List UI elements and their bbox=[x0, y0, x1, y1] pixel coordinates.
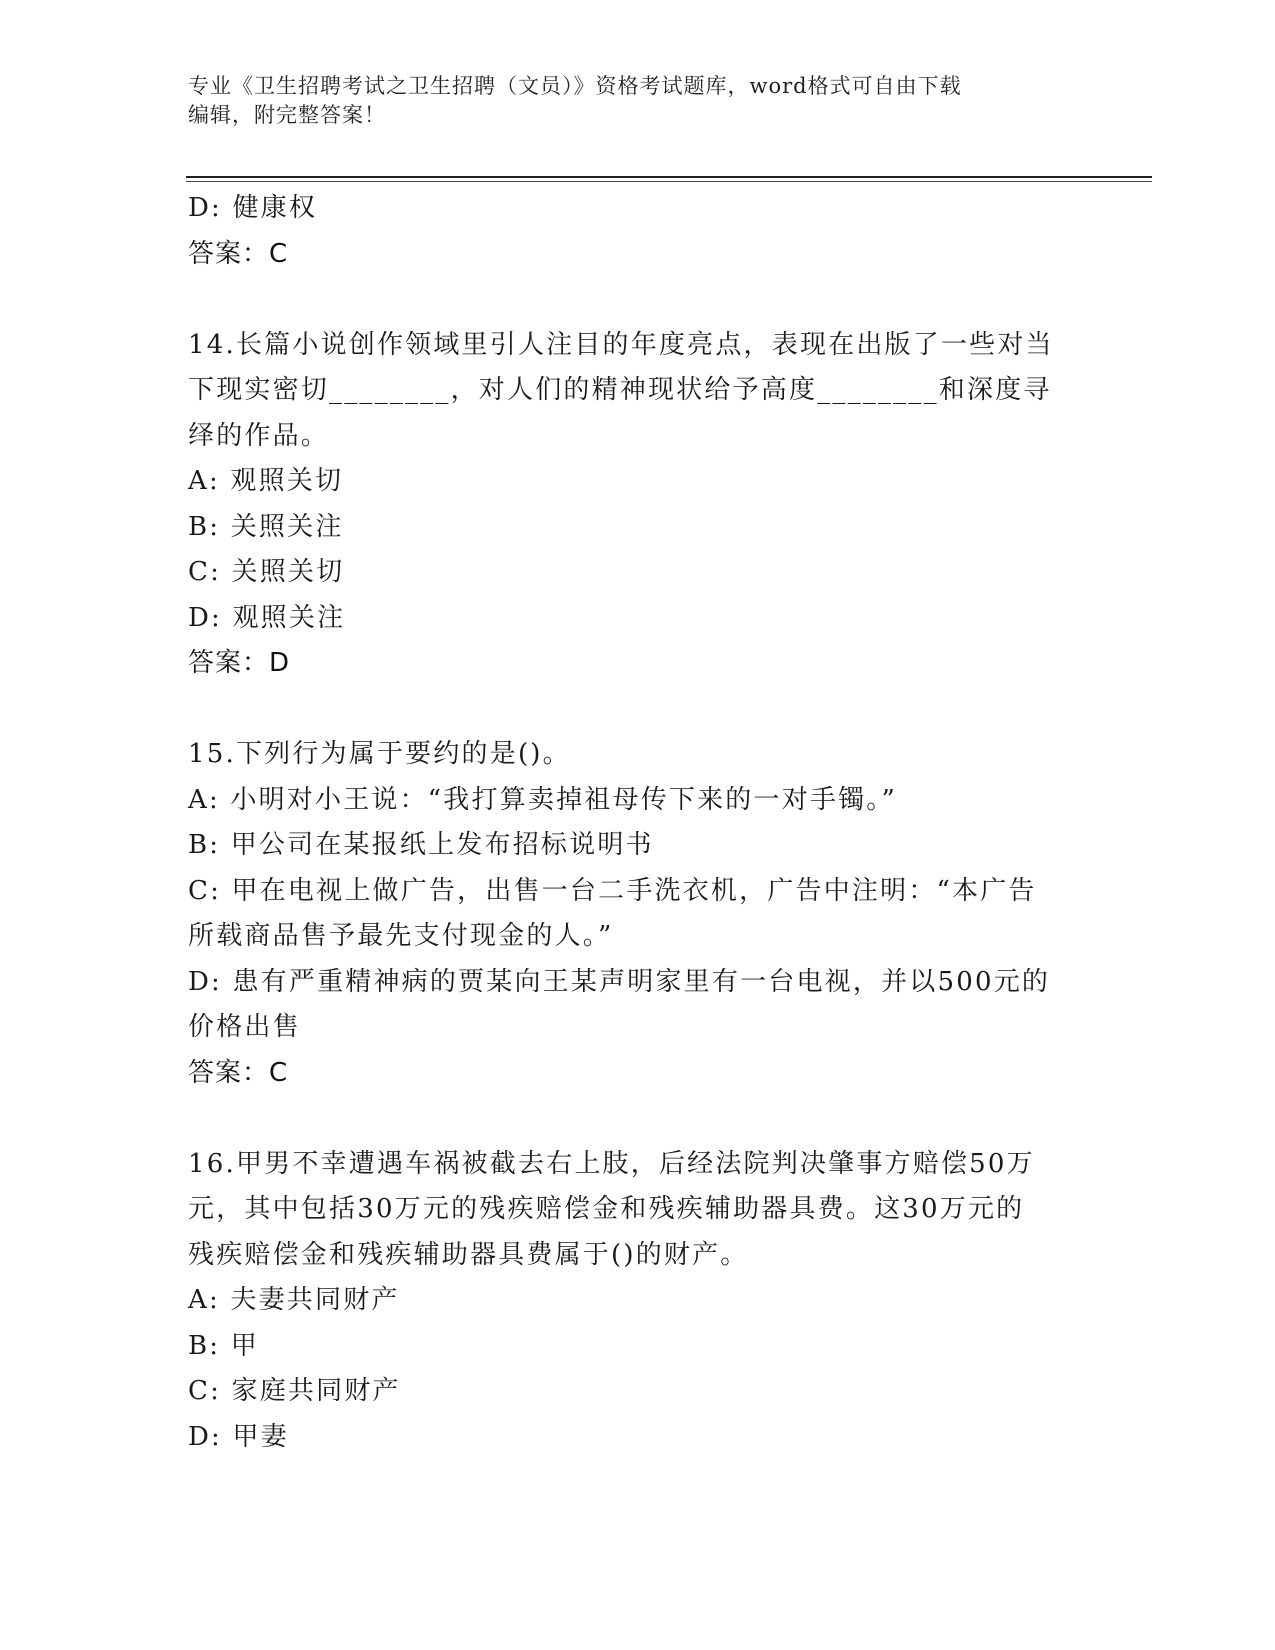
q16-option-c: C: 家庭共同财产 bbox=[188, 1376, 401, 1406]
q14-answer: 答案：D bbox=[188, 648, 291, 678]
q15-option-d-line-1: D: 患有严重精神病的贾某向王某声明家里有一台电视，并以500元的 bbox=[188, 966, 1051, 997]
q16-option-b: B: 甲 bbox=[188, 1330, 259, 1361]
q16-option-a: A: 夫妻共同财产 bbox=[188, 1285, 400, 1315]
question-15 bbox=[188, 732, 1088, 1096]
q15-answer: 答案：C bbox=[188, 1057, 289, 1088]
q13-answer: 答案：C bbox=[188, 238, 289, 269]
q16-stem-line-1: 16.甲男不幸遭遇车祸被截去右上肢，后经法院判决肇事方赔偿50万 bbox=[188, 1148, 1035, 1179]
spacer bbox=[188, 277, 1088, 323]
q14-stem-line-1: 14.长篇小说创作领域里引人注目的年度亮点，表现在出版了一些对当 bbox=[188, 329, 1054, 360]
question-list bbox=[188, 186, 1088, 1460]
q13-option-d: D: 健康权 bbox=[188, 193, 318, 223]
spacer bbox=[188, 1096, 1088, 1142]
header-divider-thin bbox=[186, 181, 1152, 182]
question-14 bbox=[188, 323, 1088, 687]
q14-option-b: B: 关照关注 bbox=[188, 511, 344, 542]
q15-stem: 15.下列行为属于要约的是()。 bbox=[188, 739, 571, 769]
q16-stem-line-2: 元，其中包括30万元的残疾赔偿金和残疾辅助器具费。这30万元的 bbox=[188, 1194, 1025, 1224]
header-line-2: 编辑，附完整答案！ bbox=[188, 103, 386, 127]
question-13-tail bbox=[188, 186, 1088, 277]
spacer bbox=[188, 687, 1088, 733]
q14-option-a: A: 观照关切 bbox=[188, 466, 344, 496]
question-16 bbox=[188, 1142, 1088, 1461]
document-header-note bbox=[188, 72, 1068, 130]
q14-option-d: D: 观照关注 bbox=[188, 602, 346, 633]
header-divider-thick bbox=[186, 176, 1152, 178]
q15-option-b: B: 甲公司在某报纸上发布招标说明书 bbox=[188, 830, 654, 860]
q15-option-c-line-1: C: 甲在电视上做广告，出售一台二手洗衣机，广告中注明：“本广告 bbox=[188, 875, 1037, 906]
q14-stem-line-3: 绎的作品。 bbox=[188, 420, 330, 451]
q14-option-c: C: 关照关切 bbox=[188, 557, 345, 587]
q16-stem-line-3: 残疾赔偿金和残疾辅助器具费属于()的财产。 bbox=[188, 1239, 749, 1270]
q15-option-d-line-2: 价格出售 bbox=[188, 1012, 301, 1042]
q16-option-d: D: 甲妻 bbox=[188, 1421, 289, 1452]
q15-option-a: A: 小明对小王说：“我打算卖掉祖母传下来的一对手镯。” bbox=[188, 784, 897, 815]
q14-stem-line-2: 下现实密切________，对人们的精神现状给予高度________和深度寻 bbox=[188, 375, 1052, 405]
q15-option-c-line-2: 所载商品售予最先支付现金的人。” bbox=[188, 921, 614, 951]
header-line-1: 专业《卫生招聘考试之卫生招聘（文员）》资格考试题库，word格式可自由下载 bbox=[188, 74, 962, 98]
